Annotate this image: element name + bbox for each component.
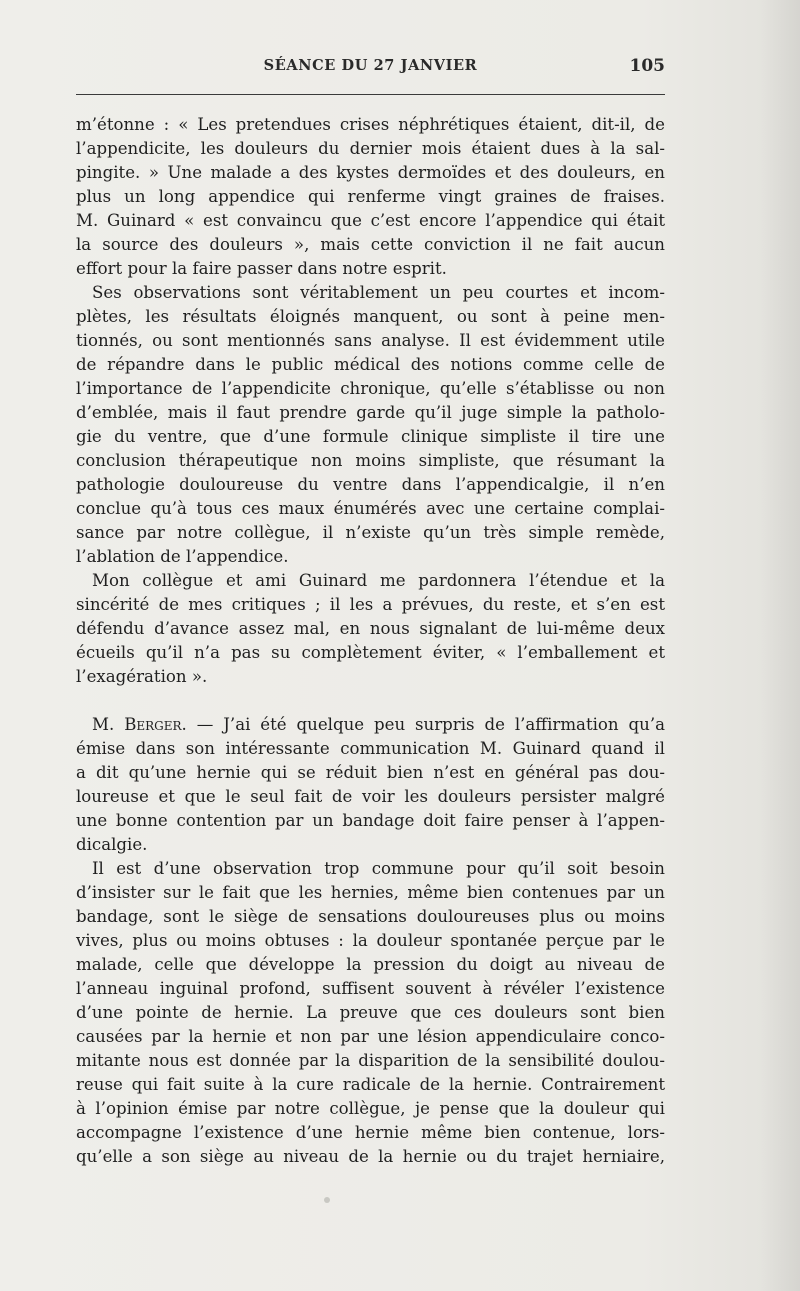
text-line: dicalgie.	[76, 835, 148, 854]
text-line: l’appendicite, les douleurs du dernier mois étaient dues à la sal-	[76, 139, 665, 158]
paragraph	[76, 569, 665, 689]
text-line: M. Guinard « est convaincu que c’est encore l’appendice qui était	[76, 211, 665, 230]
text-line: défendu d’avance assez mal, en nous signalant de lui-même deux	[76, 619, 665, 638]
text-line: l’exagération ».	[76, 667, 208, 686]
text-line: écueils qu’il n’a pas su complètement éviter, « l’emballement et	[76, 643, 665, 662]
text-line	[76, 713, 665, 737]
text-line: d’une pointe de hernie. La preuve que ces douleurs sont bien	[76, 1003, 665, 1022]
text-line: conclue qu’à tous ces maux énumérés avec une certaine complai-	[76, 499, 665, 518]
paragraph-speaker	[76, 713, 665, 857]
speaker-prefix: M.	[92, 715, 125, 734]
page-number: 105	[629, 56, 665, 76]
text-line: a dit qu’une hernie qui se réduit bien n’est en général pas dou-	[76, 763, 665, 782]
text-line: d’insister sur le fait que les hernies, même bien contenues par un	[76, 883, 665, 902]
header-rule	[76, 94, 665, 95]
text-line: pingite. » Une malade a des kystes dermoïdes et des douleurs, en	[76, 163, 665, 182]
text-line: l’anneau inguinal profond, suffisent souvent à révéler l’existence	[76, 979, 665, 998]
text-line: pathologie douloureuse du ventre dans l’appendicalgie, il n’en	[76, 475, 665, 494]
text-line: l’importance de l’appendicite chronique, qu’elle s’établisse ou non	[76, 379, 665, 398]
text-line: à l’opinion émise par notre collègue, je pense que la douleur qui	[76, 1099, 665, 1118]
text-line: plètes, les résultats éloignés manquent, ou sont à peine men-	[76, 307, 665, 326]
text-line: plus un long appendice qui renferme vingt graines de fraises.	[76, 187, 665, 206]
text-line: émise dans son intéressante communication M. Guinard quand il	[76, 739, 665, 758]
body-text	[76, 113, 665, 1169]
text-line: mitante nous est donnée par la disparition de la sensibilité doulou-	[76, 1051, 665, 1070]
text-line: loureuse et que le seul fait de voir les douleurs persister malgré	[76, 787, 665, 806]
text-line: malade, celle que développe la pression du doigt au niveau de	[76, 955, 665, 974]
text-line: reuse qui fait suite à la cure radicale de la hernie. Contrairement	[76, 1075, 665, 1094]
text-line: sance par notre collègue, il n’existe qu’un très simple remède,	[76, 523, 665, 542]
paragraph	[76, 113, 665, 281]
text-line: vives, plus ou moins obtuses : la douleur spontanée perçue par le	[76, 931, 665, 950]
ink-speck	[324, 1197, 330, 1203]
text-line: sincérité de mes critiques ; il les a prévues, du reste, et s’en est	[76, 595, 665, 614]
text-line: bandage, sont le siège de sensations douloureuses plus ou moins	[76, 907, 665, 926]
text-line: m’étonne : « Les pretendues crises néphrétiques étaient, dit-il, de	[76, 115, 665, 134]
text-line: de répandre dans le public médical des notions comme celle de	[76, 355, 665, 374]
speaker-text: — J’ai été quelque peu surpris de l’affirmation qu’a	[186, 715, 665, 734]
page-edge-shadow	[760, 0, 800, 1291]
text-line: la source des douleurs », mais cette conviction il ne fait aucun	[76, 235, 665, 254]
text-line: causées par la hernie et non par une lésion appendiculaire conco-	[76, 1027, 665, 1046]
text-line: Ses observations sont véritablement un peu courtes et incom-	[92, 283, 665, 302]
paragraph	[76, 857, 665, 1169]
text-line: Mon collègue et ami Guinard me pardonnera l’étendue et la	[92, 571, 665, 590]
page-header	[76, 57, 665, 81]
text-line: une bonne contention par un bandage doit faire penser à l’appen-	[76, 811, 665, 830]
speaker-name: Berger.	[124, 715, 187, 734]
paragraph	[76, 281, 665, 569]
text-line: gie du ventre, que d’une formule clinique simpliste il tire une	[76, 427, 665, 446]
text-line: l’ablation de l’appendice.	[76, 547, 289, 566]
text-line: accompagne l’existence d’une hernie même bien contenue, lors-	[76, 1123, 665, 1142]
paragraph-gap	[76, 689, 665, 713]
text-line: d’emblée, mais il faut prendre garde qu’il juge simple la patholo-	[76, 403, 665, 422]
text-line: Il est d’une observation trop commune pour qu’il soit besoin	[92, 859, 665, 878]
text-line: effort pour la faire passer dans notre esprit.	[76, 259, 447, 278]
text-line: qu’elle a son siège au niveau de la hernie ou du trajet herniaire,	[76, 1147, 665, 1166]
text-line: conclusion thérapeutique non moins simpliste, que résumant la	[76, 451, 665, 470]
text-line: tionnés, ou sont mentionnés sans analyse. Il est évidemment utile	[76, 331, 665, 350]
running-title: SÉANCE DU 27 JANVIER	[263, 57, 478, 74]
